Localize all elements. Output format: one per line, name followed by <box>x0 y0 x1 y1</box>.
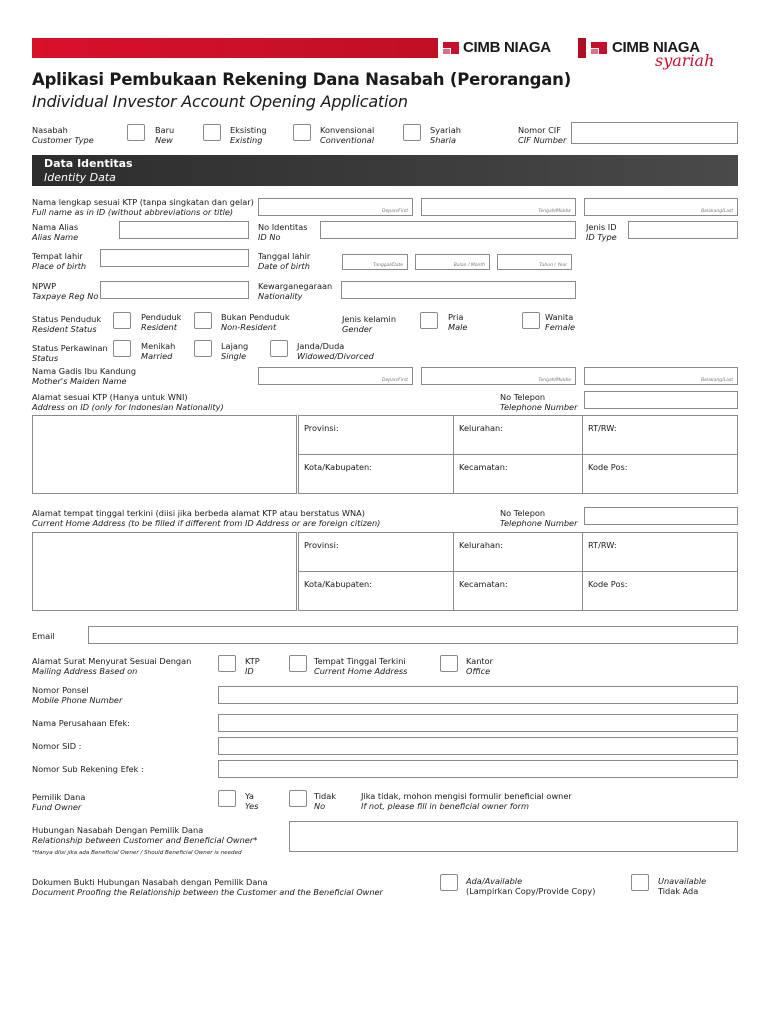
mother-last-name-input[interactable]: Belakang/Last <box>584 367 738 385</box>
last-name-input[interactable]: Belakang/Last <box>584 198 738 216</box>
id-type-input[interactable] <box>628 221 738 239</box>
non-resident-label: Bukan Penduduk Non-Resident <box>221 312 290 332</box>
single-label: Lajang Single <box>221 341 249 361</box>
mailing-ktp-checkbox[interactable] <box>218 655 236 672</box>
gender-label: Jenis kelamin Gender <box>342 314 397 334</box>
id-number-input[interactable] <box>320 221 576 239</box>
dob-month-input[interactable]: Bulan / Month <box>415 254 490 270</box>
ktp-city-cell[interactable]: Kota/Kabupaten: <box>298 454 454 494</box>
cif-number-label: Nomor CIF CIF Number <box>518 125 567 145</box>
logo-text-2: CIMB NIAGA <box>612 39 700 56</box>
cif-number-input[interactable] <box>571 122 738 144</box>
npwp-input[interactable] <box>100 281 249 299</box>
proof-available-label: Ada/Available (Lampirkan Copy/Provide Copy) <box>466 876 596 896</box>
fund-owner-label: Pemilik Dana Fund Owner <box>32 792 86 812</box>
resident-label: Penduduk Resident <box>141 312 182 332</box>
customer-type-label: Nasabah Customer Type <box>32 125 94 145</box>
gender-male-checkbox[interactable] <box>420 312 438 329</box>
resident-status-label: Status Penduduk Resident Status <box>32 314 102 334</box>
widowed-checkbox[interactable] <box>270 340 288 357</box>
place-of-birth-input[interactable] <box>100 249 249 267</box>
relationship-footnote: *Hanya diisi jika ada Beneficial Owner / Should Beneficial Owner is needed <box>32 850 242 856</box>
place-of-birth-label: Tempat lahir Place of birth <box>32 251 87 271</box>
email-label: Email <box>32 631 55 641</box>
mobile-phone-input[interactable] <box>218 686 738 704</box>
sub-account-label: Nomor Sub Rekening Efek : <box>32 764 144 774</box>
marital-status-label: Status Perkawinan Status <box>32 343 108 363</box>
current-kecamatan-cell[interactable]: Kecamatan: <box>453 571 583 611</box>
customer-type-existing-label: Eksisting Existing <box>230 125 267 145</box>
page-subtitle: Individual Investor Account Opening Application <box>32 92 408 111</box>
fund-owner-yes-label: Ya Yes <box>245 791 259 811</box>
logo-cimb-niaga <box>438 38 578 58</box>
proof-unavailable-label: Unavailable Tidak Ada <box>658 876 707 896</box>
middle-name-input[interactable]: Tengah/Middle <box>421 198 576 216</box>
current-postal-cell[interactable]: Kode Pos: <box>582 571 738 611</box>
id-number-label: No Identitas ID No <box>258 222 308 242</box>
customer-type-conventional-label: Konvensional Conventional <box>320 125 375 145</box>
resident-checkbox[interactable] <box>113 312 131 329</box>
customer-type-sharia-label: Syariah Sharia <box>430 125 461 145</box>
full-name-label: Nama lengkap sesuai KTP (tanpa singkatan dan gelar) Full name as in ID (without abbreviations or title) <box>32 197 254 217</box>
customer-type-sharia-checkbox[interactable] <box>403 124 421 141</box>
ktp-address-input[interactable] <box>32 415 297 494</box>
section-identity-title: Data Identitas Identity Data <box>44 157 133 184</box>
fund-owner-note: Jika tidak, mohon mengisi formulir beneficial owner If not, please fill in beneficial owner form <box>361 791 572 811</box>
date-of-birth-label: Tanggal lahir Date of birth <box>258 251 311 271</box>
mailing-office-label: Kantor Office <box>466 656 494 676</box>
dob-day-input[interactable]: Tanggal/Date <box>342 254 408 270</box>
current-phone-label: No Telepon Telephone Number <box>500 508 578 528</box>
dob-year-input[interactable]: Tahun / Year <box>497 254 572 270</box>
company-name-input[interactable] <box>218 714 738 732</box>
logo-text: CIMB NIAGA <box>463 39 551 56</box>
ktp-postal-cell[interactable]: Kode Pos: <box>582 454 738 494</box>
customer-type-new-checkbox[interactable] <box>127 124 145 141</box>
ktp-province-cell[interactable]: Provinsi: <box>298 415 454 455</box>
sid-number-input[interactable] <box>218 737 738 755</box>
married-checkbox[interactable] <box>113 340 131 357</box>
current-rtrw-cell[interactable]: RT/RW: <box>582 532 738 572</box>
mailing-address-label: Alamat Surat Menyurat Sesuai Dengan Mailing Address Based on <box>32 656 192 676</box>
customer-type-conventional-checkbox[interactable] <box>293 124 311 141</box>
current-city-cell[interactable]: Kota/Kabupaten: <box>298 571 454 611</box>
fund-owner-no-checkbox[interactable] <box>289 790 307 807</box>
email-input[interactable] <box>88 626 738 644</box>
gender-male-label: Pria Male <box>448 312 468 332</box>
cimb-logo-icon <box>442 40 460 56</box>
proof-document-label: Dokumen Bukti Hubungan Nasabah dengan Pemilik Dana Document Proofing the Relationship between the Customer and the Beneficial Owner <box>32 877 383 897</box>
npwp-label: NPWP Taxpaye Reg No <box>32 281 99 301</box>
first-name-input[interactable]: Depan/First <box>258 198 413 216</box>
mailing-ktp-label: KTP ID <box>245 656 260 676</box>
page-title: Aplikasi Pembukaan Rekening Dana Nasabah (Perorangan) <box>32 70 572 89</box>
company-name-label: Nama Perusahaan Efek: <box>32 718 130 728</box>
mobile-phone-label: Nomor Ponsel Mobile Phone Number <box>32 685 123 705</box>
single-checkbox[interactable] <box>194 340 212 357</box>
fund-owner-yes-checkbox[interactable] <box>218 790 236 807</box>
id-type-label: Jenis ID ID Type <box>586 222 617 242</box>
mailing-current-checkbox[interactable] <box>289 655 307 672</box>
ktp-kelurahan-cell[interactable]: Kelurahan: <box>453 415 583 455</box>
ktp-phone-label: No Telepon Telephone Number <box>500 392 578 412</box>
non-resident-checkbox[interactable] <box>194 312 212 329</box>
current-address-label: Alamat tempat tinggal terkini (diisi jika berbeda alamat KTP atau berstatus WNA) Current Home Address (to be filled if different from ID Address or are foreign citizen) <box>32 508 381 528</box>
current-province-cell[interactable]: Provinsi: <box>298 532 454 572</box>
sub-account-input[interactable] <box>218 760 738 778</box>
gender-female-label: Wanita Female <box>545 312 576 332</box>
relationship-input[interactable] <box>289 821 738 852</box>
nationality-input[interactable] <box>341 281 576 299</box>
mother-maiden-name-label: Nama Gadis Ibu Kandung Mother's Maiden Name <box>32 366 137 386</box>
customer-type-existing-checkbox[interactable] <box>203 124 221 141</box>
mother-first-name-input[interactable]: Depan/First <box>258 367 413 385</box>
widowed-label: Janda/Duda Widowed/Divorced <box>297 341 374 361</box>
proof-available-checkbox[interactable] <box>440 874 458 891</box>
ktp-address-label: Alamat sesuai KTP (Hanya untuk WNI) Address on ID (only for Indonesian Nationality) <box>32 392 224 412</box>
section-identity-header <box>32 155 738 186</box>
current-kelurahan-cell[interactable]: Kelurahan: <box>453 532 583 572</box>
fund-owner-no-label: Tidak No <box>314 791 336 811</box>
mother-middle-name-input[interactable]: Tengah/Middle <box>421 367 576 385</box>
cimb-logo-icon-2 <box>590 40 608 56</box>
customer-type-new-label: Baru New <box>155 125 175 145</box>
logo-syariah-text: syariah <box>655 51 715 70</box>
mailing-office-checkbox[interactable] <box>440 655 458 672</box>
current-address-input[interactable] <box>32 532 297 611</box>
gender-female-checkbox[interactable] <box>522 312 540 329</box>
ktp-phone-input[interactable] <box>584 391 738 409</box>
sid-number-label: Nomor SID : <box>32 741 82 751</box>
ktp-rtrw-cell[interactable]: RT/RW: <box>582 415 738 455</box>
married-label: Menikah Married <box>141 341 176 361</box>
alias-name-input[interactable] <box>119 221 249 239</box>
mailing-current-label: Tempat Tinggal Terkini Current Home Address <box>314 656 408 676</box>
nationality-label: Kewarganegaraan Nationality <box>258 281 333 301</box>
relationship-label: Hubungan Nasabah Dengan Pemilik Dana Relationship between Customer and Beneficial Owner* <box>32 825 258 845</box>
ktp-kecamatan-cell[interactable]: Kecamatan: <box>453 454 583 494</box>
alias-name-label: Nama Alias Alias Name <box>32 222 79 242</box>
proof-unavailable-checkbox[interactable] <box>631 874 649 891</box>
current-phone-input[interactable] <box>584 507 738 525</box>
